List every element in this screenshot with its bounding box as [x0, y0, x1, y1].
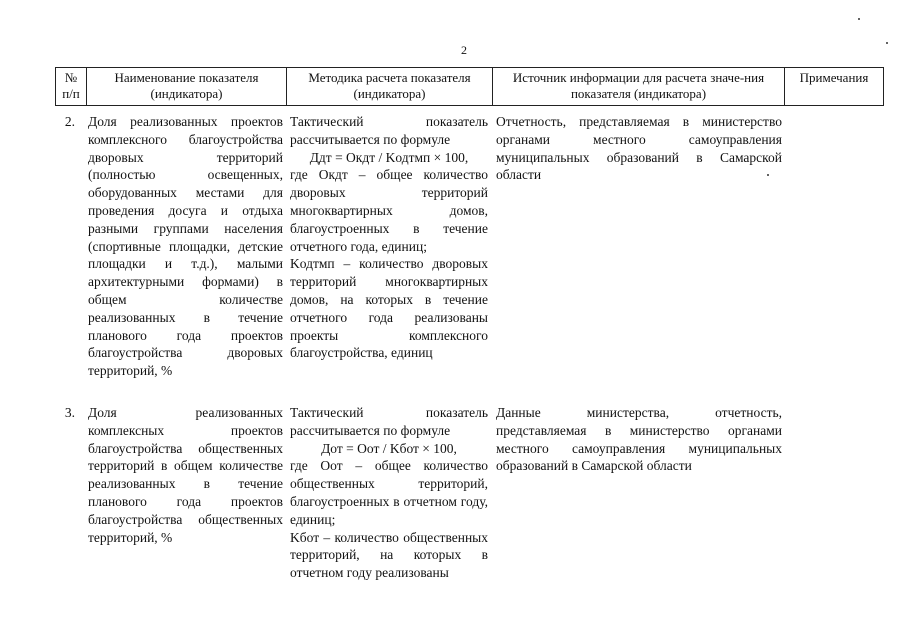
information-source: Данные министерства, отчетность, представляемая в министерство органами местного самоуправления муниципальных образований в Самарской области — [496, 405, 782, 474]
indicator-name: Доля реализованных комплексных проектов благоустройства общественных территорий в общем количестве реализованных в течение планового года проектов благоустройства общественных территорий, % — [88, 405, 283, 545]
formula: Ддт = Oкдт / Kодтмп × 100, — [309, 149, 469, 165]
calculation-method — [290, 113, 488, 362]
method-definition: Kбот – количество общественных территорий, на которых в отчетном году реализованы — [290, 529, 488, 581]
indicator-name: Доля реализованных проектов комплексного благоустройства дворовых территорий (полностью освещенных, оборудованных местами для проведения досуга и отдыха разными группами населения (спортивные площадки, детские площадки и т.д.), малыми архитектурными формами) в общем количестве реализованных в течение планового года проектов благоустройства дворовых территорий, % — [88, 114, 283, 379]
page-number: 2 — [461, 43, 467, 57]
header-method: Методика расчета показателя (индикатора) — [287, 68, 493, 106]
header-notes: Примечания — [785, 68, 884, 106]
method-definition: где Oот – общее количество общественных территорий, благоустроенных в отчетном году, единиц; — [290, 458, 488, 527]
method-intro: Тактический показатель рассчитывается по формуле — [290, 114, 488, 147]
header-source: Источник информации для расчета значе-ния показателя (индикатора) — [493, 68, 785, 106]
formula: Дот = Oот / Kбот × 100, — [321, 440, 457, 456]
scan-speck — [886, 42, 888, 44]
information-source: Отчетность, представляемая в министерство органами местного самоуправления муниципальных образований в Самарской области — [496, 114, 782, 183]
method-definition: Kодтмп – количество дворовых территорий многоквартирных домов, на которых в течение отчетного года реализованы проекты комплексного благоустройства, единиц — [290, 256, 488, 361]
calculation-method — [290, 404, 488, 582]
method-definition: где Oкдт – общее количество дворовых территорий многоквартирных домов, благоустроенных в течение отчетного года, единиц; — [290, 167, 488, 254]
row-number: 3. — [64, 405, 75, 420]
method-intro: Тактический показатель рассчитывается по формуле — [290, 405, 488, 438]
row-number: 2. — [64, 114, 75, 129]
scan-speck — [858, 18, 860, 20]
header-num: № п/п — [56, 68, 87, 106]
header-name: Наименование показателя (индикатора) — [87, 68, 287, 106]
indicator-table-header — [55, 67, 884, 106]
